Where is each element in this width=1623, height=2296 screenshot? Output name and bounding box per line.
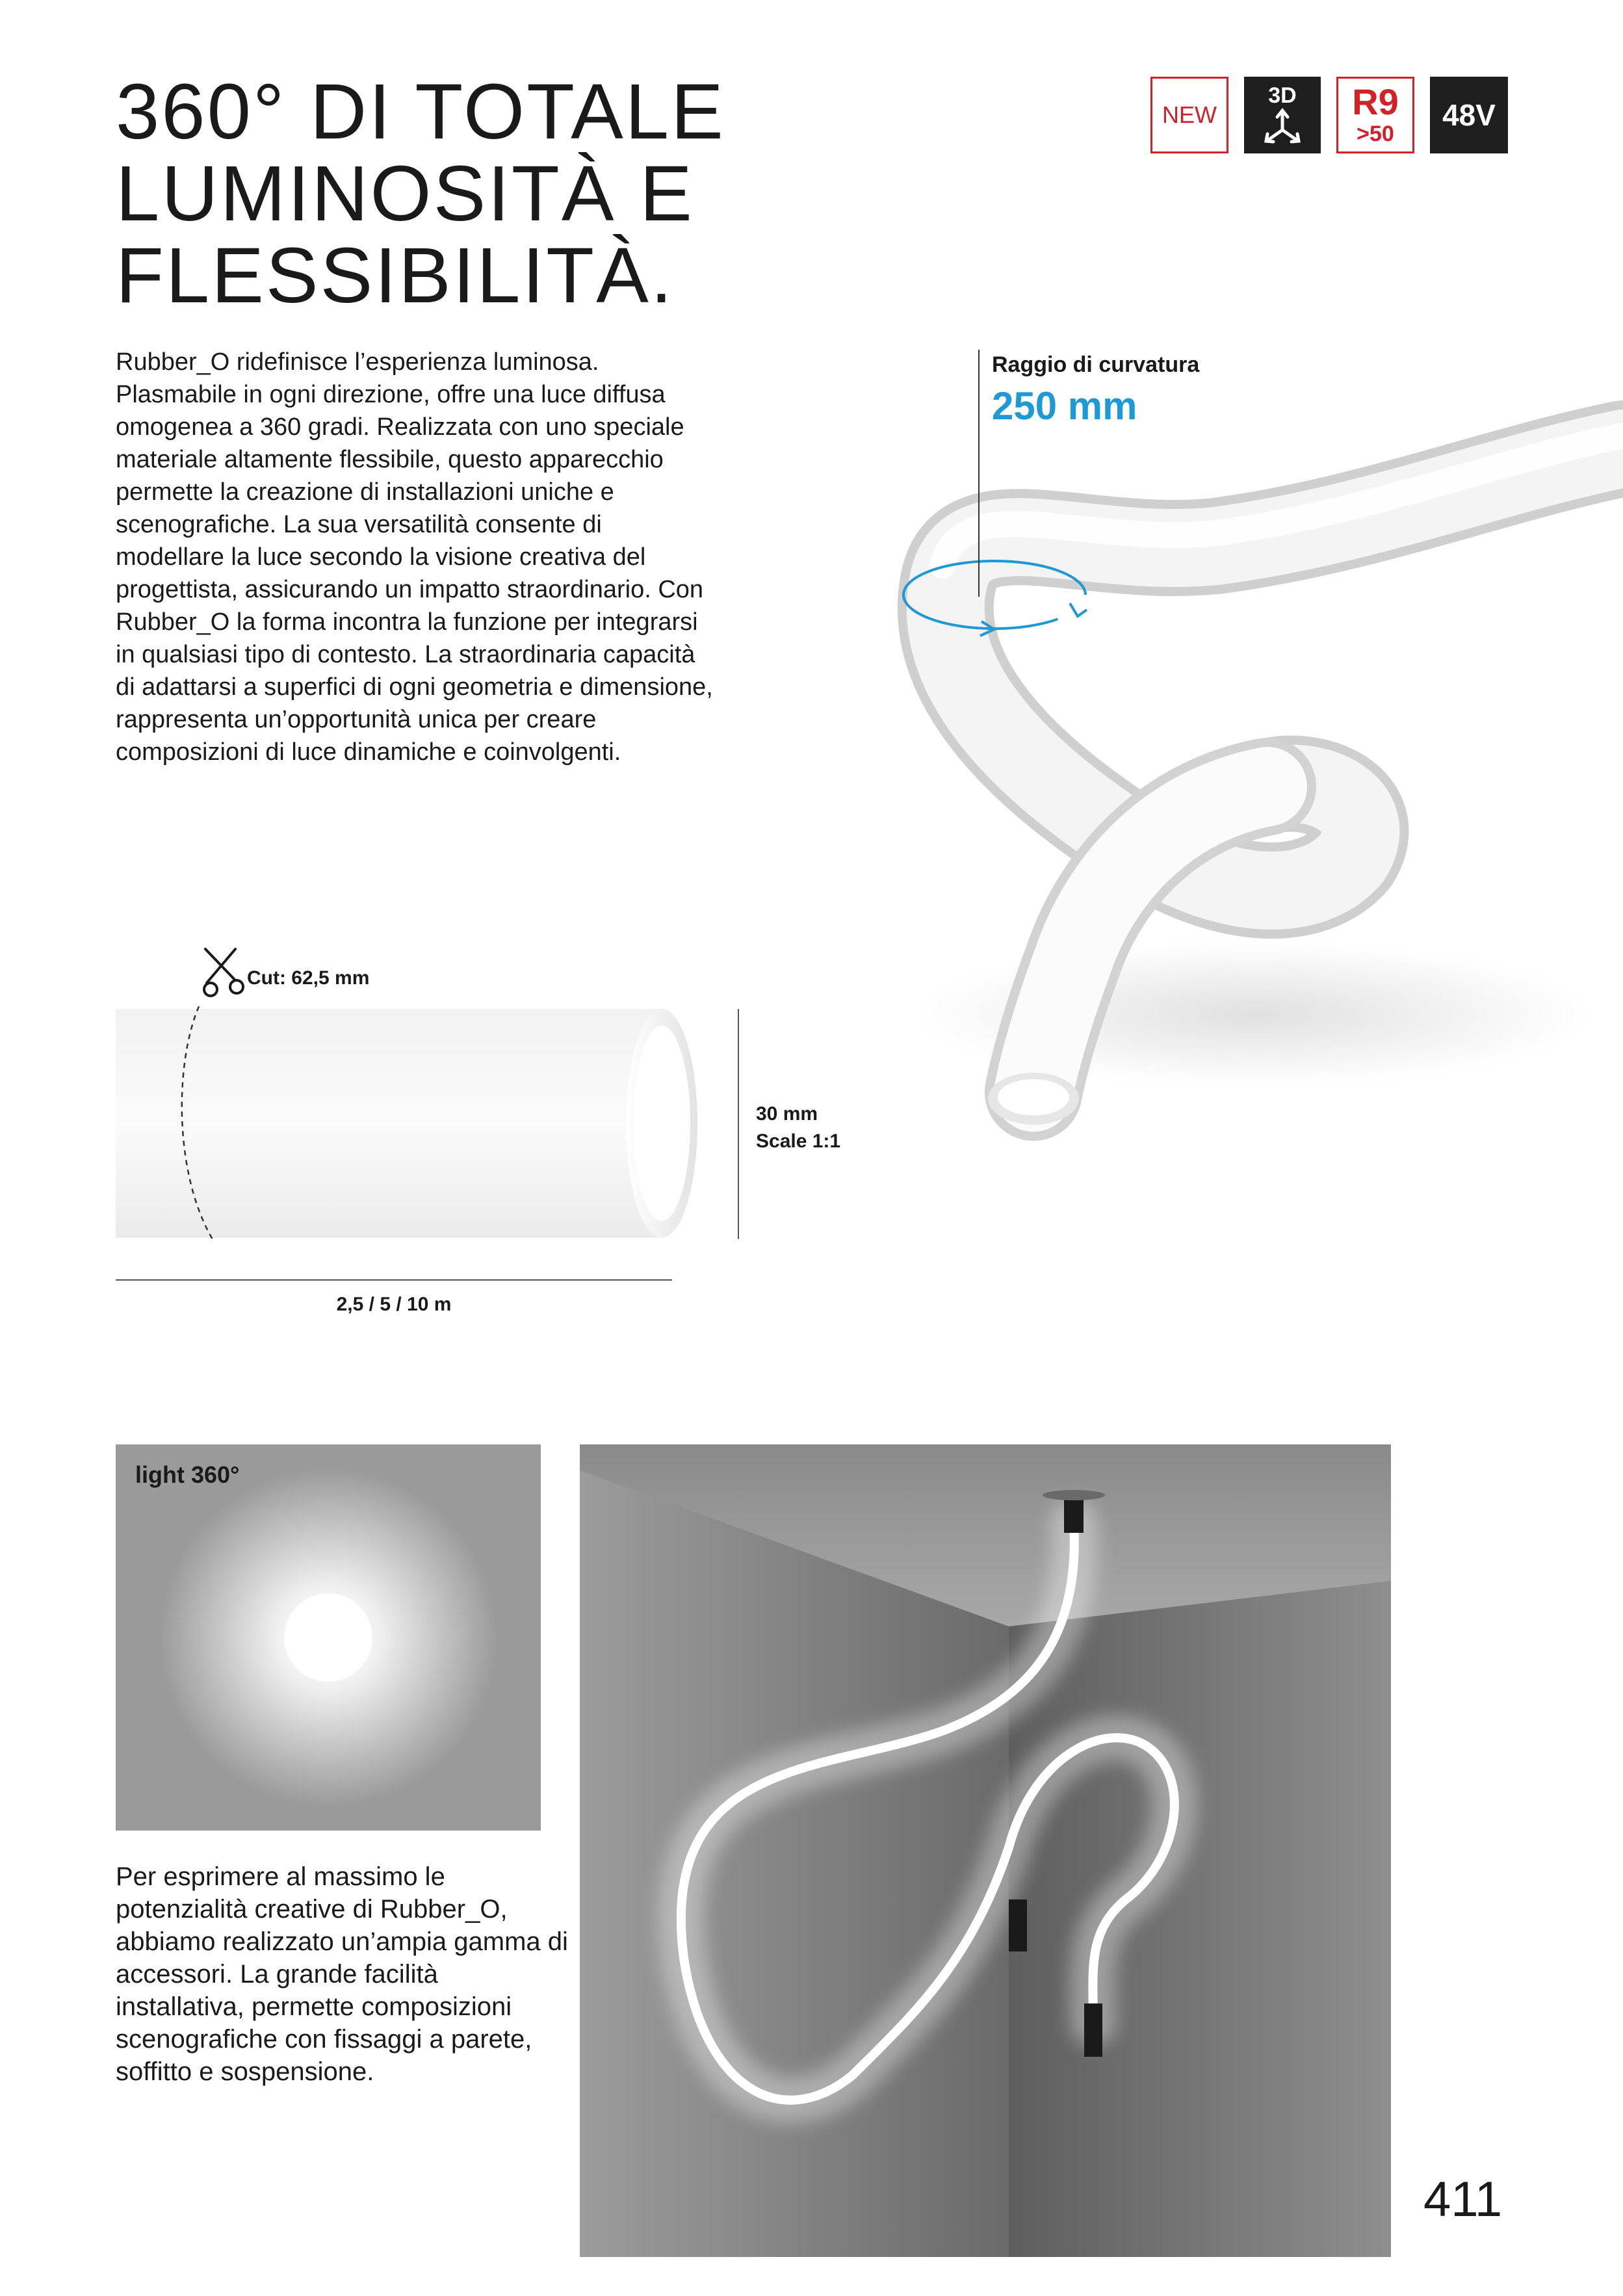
intro-paragraph: Rubber_O ridefinisce l’esperienza luminosa. Plasmabile in ogni direzione, offre una luce diffusa omogenea a 360 gradi. Realizzata con uno speciale materiale altamente flessibile, questo apparecchio permette la creazione di installazioni uniche e scenografiche. La sua versatilità consente di modellare la luce secondo la visione creativa del progettista, assicurando un impatto straordinario. Con Rubber_O la forma incontra la funzione per integrarsi in qualsiasi tipo di contesto. La straordinaria capacità di adattarsi a superfici di ogni geometria e dimensione, rappresenta un’opportunità unica per creare composizioni di luce dinamiche e coinvolgenti.	[116, 348, 713, 766]
bend-radius-value: 250 mm	[992, 384, 1137, 428]
bend-radius-line	[978, 350, 980, 597]
scissors-icon	[199, 944, 251, 1001]
diameter-value: 30 mm	[756, 1103, 818, 1125]
3d-badge-label: 3D	[1268, 83, 1297, 108]
length-dimension-line	[116, 1279, 672, 1281]
accessories-paragraph: Per esprimere al massimo le potenzialità creative di Rubber_O, abbiamo realizzato un’ampia gamma di accessori. La grande facilità installativa, permette composizioni scenografiche con fissaggi a parete, soffitto e sospensione.	[116, 1862, 568, 2086]
bend-radius-label: Raggio di curvatura	[992, 352, 1200, 377]
title-line-2: LUMINOSITÀ E	[116, 149, 694, 237]
light-glow-graphic	[116, 1444, 541, 1831]
3d-axes-icon	[1244, 77, 1321, 153]
voltage-badge: 48V	[1430, 77, 1508, 153]
page-title	[116, 67, 896, 319]
r9-badge	[1336, 77, 1414, 153]
diameter-dimension-line	[738, 1009, 739, 1239]
light-360-diagram	[116, 1444, 541, 1831]
installation-render	[580, 1444, 1391, 2257]
diameter-dimension	[756, 1101, 840, 1155]
r9-badge-label: R9	[1352, 81, 1399, 122]
3d-badge	[1244, 77, 1321, 153]
length-options: 2,5 / 5 / 10 m	[336, 1294, 452, 1315]
title-line-3: FLESSIBILITÀ.	[116, 231, 675, 319]
r9-badge-value: >50	[1357, 122, 1394, 146]
scale-value: Scale 1:1	[756, 1130, 841, 1152]
cut-length-label: Cut: 62,5 mm	[247, 967, 370, 989]
rubber-tube-illustration	[747, 390, 1623, 1300]
light-360-label: light 360°	[135, 1461, 240, 1488]
title-line-1: 360° DI TOTALE	[116, 67, 725, 155]
page-number: 411	[1423, 2172, 1503, 2227]
tube-profile-drawing	[116, 1006, 701, 1240]
new-badge: NEW	[1150, 77, 1228, 153]
